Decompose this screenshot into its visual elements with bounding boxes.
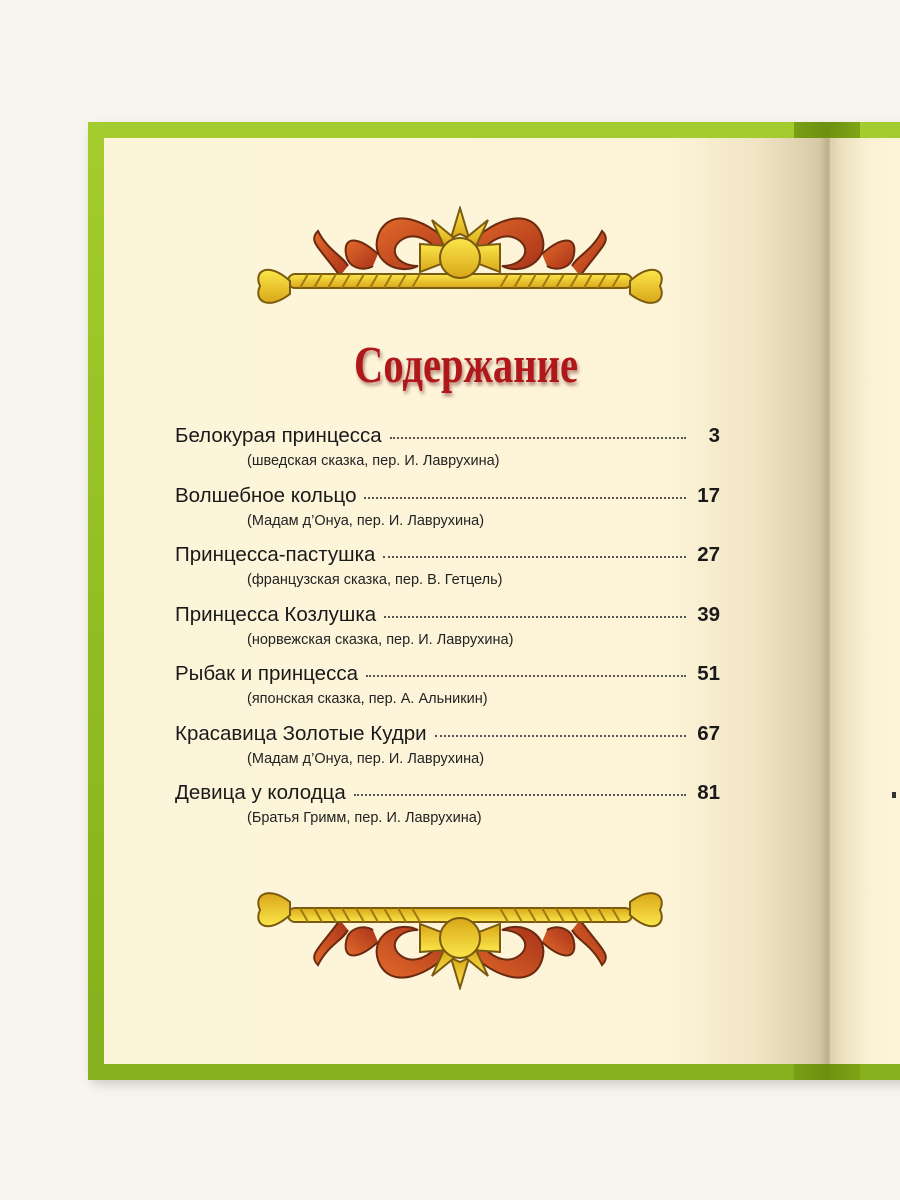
toc-entry-subtitle: (японская сказка, пер. А. Альникин) [247,691,488,707]
toc-entry[interactable] [175,543,720,603]
ornament-top-icon [248,206,672,316]
dot-leader [366,675,686,677]
dot-leader [383,556,686,558]
toc-entry[interactable] [175,662,720,722]
toc-entry[interactable] [175,722,720,782]
book-spine-top [794,122,860,138]
toc-entry-subtitle: (Мадам д’Онуа, пер. И. Лаврухина) [247,512,485,529]
toc-entry-subtitle: (Мадам д’Онуа, пер. И. Лаврухина) [247,750,485,767]
toc-entry-page: 17 [697,483,720,507]
toc-entry-subtitle: (норвежская сказка, пер. И. Лаврухина) [247,631,514,648]
page-fold-shadow [820,138,830,1064]
dot-leader [364,497,686,499]
toc-entry[interactable] [175,424,720,484]
right-page [828,138,900,1064]
toc-entry-title: Белокурая принцесса [175,424,382,447]
right-page-text-fragment [892,792,896,798]
toc-entry-page: 3 [708,424,720,447]
dot-leader [384,616,686,618]
toc-entry-title: Рыбак и принцесса [175,662,358,685]
toc-entry-subtitle: (французская сказка, пер. В. Гетцель) [247,572,503,588]
toc-entry[interactable] [175,484,720,544]
toc-entry-page: 51 [697,662,720,685]
page-title: Содержание [354,337,578,394]
toc-entry-page: 27 [697,543,720,566]
dot-leader [435,735,686,737]
toc-entry-page: 39 [697,602,720,626]
toc-entry-page: 67 [697,721,720,745]
dot-leader [390,437,686,439]
toc-entry[interactable] [175,603,720,663]
dot-leader [354,794,686,796]
ornament-bottom-icon [248,880,672,990]
toc-entry-subtitle: (шведская сказка, пер. И. Лаврухина) [247,453,500,469]
table-of-contents [175,424,720,841]
toc-entry-title: Красавица Золотые Кудри [175,721,427,745]
book-spine-bottom [794,1064,860,1080]
toc-entry-page: 81 [697,781,720,804]
toc-entry-title: Девица у колодца [175,781,346,804]
toc-entry-title: Принцесса Козлушка [175,602,377,626]
toc-entry-subtitle: (Братья Гримм, пер. И. Лаврухина) [247,810,482,826]
toc-entry-title: Принцесса-пастушка [175,543,376,566]
toc-entry-title: Волшебное кольцо [175,483,357,507]
toc-entry[interactable] [175,781,720,841]
